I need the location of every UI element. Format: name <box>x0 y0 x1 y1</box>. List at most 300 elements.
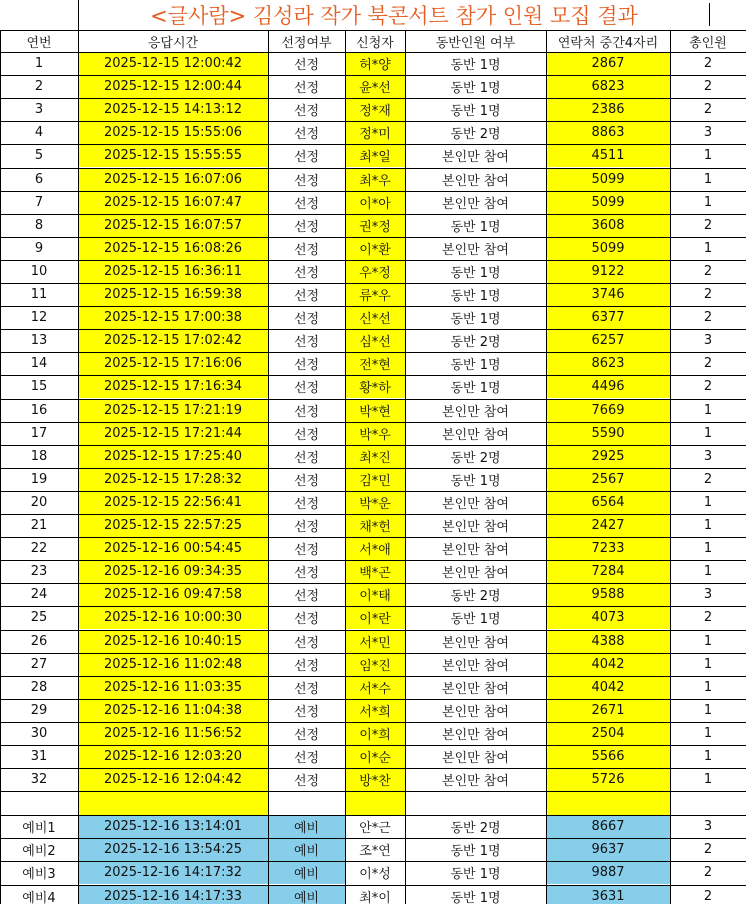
grid-row-line <box>0 445 746 446</box>
cell-serial[interactable]: 8 <box>34 217 44 233</box>
cell-serial[interactable]: 9 <box>34 240 44 256</box>
grid-row-line <box>0 375 746 376</box>
cell-serial[interactable]: 15 <box>30 379 48 395</box>
cell-applicant[interactable]: 박*현 <box>345 399 405 422</box>
cell-selection[interactable]: 선정 <box>293 358 320 374</box>
cell-phone-middle[interactable]: 4496 <box>546 375 670 398</box>
cell-applicant[interactable]: 이*순 <box>345 745 405 768</box>
header-serial[interactable]: 연번 <box>26 35 52 51</box>
cell-companion[interactable]: 동반 1명 <box>450 289 501 305</box>
cell-applicant[interactable]: 김*민 <box>345 468 405 491</box>
cell-applicant[interactable]: 류*우 <box>345 283 405 306</box>
cell-applicant[interactable]: 방*찬 <box>345 768 405 791</box>
cell-selection[interactable]: 선정 <box>293 289 320 305</box>
cell-applicant[interactable]: 서*민 <box>345 630 405 653</box>
cell-companion[interactable]: 본인만 참여 <box>442 543 509 559</box>
cell-serial[interactable]: 11 <box>30 287 48 303</box>
cell-response-time[interactable]: 2025-12-15 16:08:26 <box>78 237 268 260</box>
cell-response-time[interactable]: 2025-12-16 09:34:35 <box>78 560 268 583</box>
cell-applicant[interactable]: 이*태 <box>345 583 405 606</box>
cell-companion[interactable]: 본인만 참여 <box>442 681 509 697</box>
cell-companion[interactable]: 동반 1명 <box>450 612 501 628</box>
header-total[interactable]: 총인원 <box>689 35 727 51</box>
cell-serial[interactable]: 10 <box>30 263 48 279</box>
reserve-cell-phone-middle[interactable]: 9637 <box>546 838 670 861</box>
reserve-cell-companion[interactable]: 동반 1명 <box>450 844 501 860</box>
cell-applicant[interactable]: 임*진 <box>345 653 405 676</box>
cell-applicant[interactable]: 최*진 <box>345 445 405 468</box>
cell-serial[interactable]: 6 <box>34 171 44 187</box>
cell-response-time[interactable]: 2025-12-16 12:03:20 <box>78 745 268 768</box>
cell-serial[interactable]: 18 <box>30 448 48 464</box>
cell-applicant[interactable]: 이*환 <box>345 237 405 260</box>
cell-companion[interactable]: 동반 1명 <box>450 381 501 397</box>
cell-selection[interactable]: 선정 <box>293 127 320 143</box>
cell-total[interactable]: 2 <box>703 471 713 487</box>
cell-companion[interactable]: 동반 2명 <box>450 335 501 351</box>
cell-total[interactable]: 2 <box>703 102 713 118</box>
cell-applicant[interactable]: 최*일 <box>345 144 405 167</box>
cell-total[interactable]: 1 <box>703 402 713 418</box>
grid-row-line <box>0 699 746 700</box>
cell-companion[interactable]: 본인만 참여 <box>442 520 509 536</box>
cell-response-time[interactable]: 2025-12-16 11:56:52 <box>78 722 268 745</box>
cell-total[interactable]: 1 <box>703 725 713 741</box>
cell-companion[interactable]: 본인만 참여 <box>442 427 509 443</box>
reserve-cell-total[interactable]: 3 <box>703 819 713 835</box>
cell-selection[interactable]: 선정 <box>293 543 320 559</box>
cell-serial[interactable]: 26 <box>30 633 48 649</box>
grid-col-line <box>345 30 346 904</box>
cell-selection[interactable]: 선정 <box>293 727 320 743</box>
cell-total[interactable]: 2 <box>703 310 713 326</box>
grid-row-line <box>0 745 746 746</box>
cell-applicant[interactable]: 서*희 <box>345 699 405 722</box>
cell-serial[interactable]: 29 <box>30 702 48 718</box>
cell-selection[interactable]: 선정 <box>293 589 320 605</box>
grid-row-line <box>0 491 746 492</box>
cell-selection[interactable]: 선정 <box>293 312 320 328</box>
cell-phone-middle[interactable]: 7669 <box>546 399 670 422</box>
reserve-cell-applicant[interactable]: 조*연 <box>359 844 391 860</box>
cell-total[interactable]: 3 <box>703 448 713 464</box>
cell-applicant[interactable]: 우*정 <box>345 260 405 283</box>
cell-response-time[interactable]: 2025-12-15 17:16:34 <box>78 375 268 398</box>
grid-row-line <box>0 514 746 515</box>
cell-serial[interactable]: 30 <box>30 725 48 741</box>
cell-response-time[interactable]: 2025-12-16 09:47:58 <box>78 583 268 606</box>
cell-response-time[interactable]: 2025-12-15 22:57:25 <box>78 514 268 537</box>
cell-response-time[interactable]: 2025-12-16 10:00:30 <box>78 606 268 629</box>
cell-companion[interactable]: 동반 1명 <box>450 358 501 374</box>
cell-companion[interactable]: 본인만 참여 <box>442 150 509 166</box>
cell-companion[interactable]: 동반 2명 <box>450 589 501 605</box>
cell-serial[interactable]: 20 <box>30 494 48 510</box>
grid-row-line <box>0 283 746 284</box>
cell-total[interactable]: 1 <box>703 564 713 580</box>
cell-selection[interactable]: 선정 <box>293 265 320 281</box>
cell-response-time[interactable]: 2025-12-15 16:59:38 <box>78 283 268 306</box>
cell-selection[interactable]: 선정 <box>293 450 320 466</box>
cell-companion[interactable]: 본인만 참여 <box>442 635 509 651</box>
grid-row-line <box>0 676 746 677</box>
cell-total[interactable]: 2 <box>703 56 713 72</box>
cell-companion[interactable]: 동반 1명 <box>450 219 501 235</box>
cell-total[interactable]: 1 <box>703 772 713 788</box>
reserve-cell-companion[interactable]: 동반 1명 <box>450 867 501 883</box>
cell-phone-middle[interactable]: 3608 <box>546 214 670 237</box>
cell-total[interactable]: 1 <box>703 494 713 510</box>
cell-total[interactable]: 2 <box>703 79 713 95</box>
cell-response-time[interactable]: 2025-12-15 16:07:47 <box>78 191 268 214</box>
reserve-cell-total[interactable]: 2 <box>703 888 713 904</box>
cell-response-time[interactable]: 2025-12-15 17:21:19 <box>78 399 268 422</box>
cell-selection[interactable]: 선정 <box>293 58 320 74</box>
cell-phone-middle[interactable]: 6257 <box>546 329 670 352</box>
cell-serial[interactable]: 27 <box>30 656 48 672</box>
cell-total[interactable]: 1 <box>703 194 713 210</box>
cell-response-time[interactable]: 2025-12-16 11:04:38 <box>78 699 268 722</box>
cell-selection[interactable]: 선정 <box>293 219 320 235</box>
cell-companion[interactable]: 동반 1명 <box>450 473 501 489</box>
grid-row-line <box>0 537 746 538</box>
grid-col-line <box>405 30 406 904</box>
cell-companion[interactable]: 본인만 참여 <box>442 658 509 674</box>
grid-row-line <box>0 722 746 723</box>
grid-row-line <box>0 168 746 169</box>
cell-companion[interactable]: 동반 1명 <box>450 81 501 97</box>
cell-response-time[interactable]: 2025-12-15 16:36:11 <box>78 260 268 283</box>
reserve-cell-phone-middle[interactable]: 3631 <box>546 885 670 904</box>
cell-phone-middle[interactable]: 4388 <box>546 630 670 653</box>
cell-total[interactable]: 2 <box>703 356 713 372</box>
cell-selection[interactable]: 선정 <box>293 473 320 489</box>
cell-serial[interactable]: 25 <box>30 610 48 626</box>
cell-selection[interactable]: 선정 <box>293 681 320 697</box>
cell-total[interactable]: 2 <box>703 217 713 233</box>
cell-applicant[interactable]: 채*헌 <box>345 514 405 537</box>
cell-serial[interactable]: 21 <box>30 518 48 534</box>
cell-total[interactable]: 1 <box>703 171 713 187</box>
cell-total[interactable]: 1 <box>703 656 713 672</box>
cell-selection[interactable]: 선정 <box>293 751 320 767</box>
cell-response-time[interactable]: 2025-12-15 17:28:32 <box>78 468 268 491</box>
cell-applicant[interactable]: 박*운 <box>345 491 405 514</box>
cell-total[interactable]: 2 <box>703 287 713 303</box>
cell-response-time[interactable]: 2025-12-15 14:13:12 <box>78 98 268 121</box>
cell-phone-middle[interactable]: 9588 <box>546 583 670 606</box>
cell-phone-middle[interactable]: 4511 <box>546 144 670 167</box>
grid-row-line <box>0 214 746 215</box>
grid-row-line <box>0 121 746 122</box>
cell-companion[interactable]: 본인만 참여 <box>442 566 509 582</box>
grid-row-line <box>0 98 746 99</box>
cell-empty-applicant[interactable] <box>345 791 405 815</box>
cell-phone-middle[interactable]: 4073 <box>546 606 670 629</box>
cell-response-time[interactable]: 2025-12-15 15:55:55 <box>78 144 268 167</box>
cell-selection[interactable]: 선정 <box>293 427 320 443</box>
cell-serial[interactable]: 16 <box>30 402 48 418</box>
grid-col-line <box>670 30 671 904</box>
cell-serial[interactable]: 1 <box>34 56 44 72</box>
grid-row-line <box>0 260 746 261</box>
cell-companion[interactable]: 동반 1명 <box>450 265 501 281</box>
cell-selection[interactable]: 선정 <box>293 150 320 166</box>
reserve-cell-applicant[interactable]: 안*근 <box>359 821 391 837</box>
grid-row-line <box>0 815 746 816</box>
cell-selection[interactable]: 선정 <box>293 635 320 651</box>
cell-phone-middle[interactable]: 2925 <box>546 445 670 468</box>
reserve-cell-phone-middle[interactable]: 9887 <box>546 861 670 884</box>
cell-response-time[interactable]: 2025-12-16 11:02:48 <box>78 653 268 676</box>
cell-serial[interactable]: 5 <box>34 148 44 164</box>
sheet-title[interactable]: <글사람> 김성라 작가 북콘서트 참가 인원 모집 결과 <box>150 4 638 28</box>
cell-phone-middle[interactable]: 5566 <box>546 745 670 768</box>
grid-row-line <box>0 468 746 469</box>
cell-response-time[interactable]: 2025-12-15 17:02:42 <box>78 329 268 352</box>
cell-companion[interactable]: 동반 1명 <box>450 58 501 74</box>
reserve-cell-serial[interactable]: 예비3 <box>22 867 56 883</box>
cell-serial[interactable]: 31 <box>30 749 48 765</box>
cell-total[interactable]: 3 <box>703 333 713 349</box>
cell-serial[interactable]: 3 <box>34 102 44 118</box>
cell-phone-middle[interactable]: 5726 <box>546 768 670 791</box>
cell-phone-middle[interactable]: 2427 <box>546 514 670 537</box>
cell-total[interactable]: 1 <box>703 425 713 441</box>
cell-phone-middle[interactable]: 2386 <box>546 98 670 121</box>
cell-companion[interactable]: 본인만 참여 <box>442 496 509 512</box>
cell-serial[interactable]: 2 <box>34 79 44 95</box>
cell-response-time[interactable]: 2025-12-15 12:00:44 <box>78 75 268 98</box>
cell-serial[interactable]: 28 <box>30 679 48 695</box>
reserve-cell-response-time[interactable]: 2025-12-16 14:17:32 <box>78 861 268 884</box>
cell-serial[interactable]: 17 <box>30 425 48 441</box>
cell-applicant[interactable]: 서*수 <box>345 676 405 699</box>
grid-row-line <box>0 30 746 31</box>
cell-companion[interactable]: 동반 1명 <box>450 312 501 328</box>
reserve-cell-response-time[interactable]: 2025-12-16 14:17:33 <box>78 885 268 904</box>
cell-total[interactable]: 3 <box>703 587 713 603</box>
cell-phone-middle[interactable]: 4042 <box>546 676 670 699</box>
cell-response-time[interactable]: 2025-12-15 16:07:06 <box>78 168 268 191</box>
cell-applicant[interactable]: 정*미 <box>345 121 405 144</box>
cell-phone-middle[interactable]: 4042 <box>546 653 670 676</box>
cell-companion[interactable]: 본인만 참여 <box>442 704 509 720</box>
cell-applicant[interactable]: 신*선 <box>345 306 405 329</box>
cell-selection[interactable]: 선정 <box>293 81 320 97</box>
cell-serial[interactable]: 12 <box>30 310 48 326</box>
grid-row-line <box>0 52 746 53</box>
header-selection[interactable]: 선정여부 <box>281 35 332 51</box>
reserve-cell-response-time[interactable]: 2025-12-16 13:54:25 <box>78 838 268 861</box>
cell-companion[interactable]: 본인만 참여 <box>442 404 509 420</box>
grid-row-line <box>0 399 746 400</box>
cell-total[interactable]: 2 <box>703 379 713 395</box>
cell-phone-middle[interactable]: 5099 <box>546 168 670 191</box>
cell-total[interactable]: 1 <box>703 633 713 649</box>
text-cursor <box>709 3 710 26</box>
grid-row-line <box>0 861 746 862</box>
cell-companion[interactable]: 본인만 참여 <box>442 242 509 258</box>
grid-row-line <box>0 885 746 886</box>
reserve-cell-selection[interactable]: 예비 <box>268 885 345 904</box>
grid-col-line <box>546 30 547 904</box>
cell-serial[interactable]: 4 <box>34 125 44 141</box>
reserve-cell-serial[interactable]: 예비2 <box>22 844 56 860</box>
cell-applicant[interactable]: 전*현 <box>345 352 405 375</box>
reserve-cell-selection[interactable]: 예비 <box>268 861 345 884</box>
grid-row-line <box>0 560 746 561</box>
cell-response-time[interactable]: 2025-12-15 12:00:42 <box>78 52 268 75</box>
cell-response-time[interactable]: 2025-12-15 17:00:38 <box>78 306 268 329</box>
cell-applicant[interactable]: 백*곤 <box>345 560 405 583</box>
grid-row-line <box>0 329 746 330</box>
reserve-cell-serial[interactable]: 예비1 <box>22 821 56 837</box>
cell-selection[interactable]: 선정 <box>293 612 320 628</box>
cell-applicant[interactable]: 허*양 <box>345 52 405 75</box>
grid-row-line <box>0 191 746 192</box>
cell-selection[interactable]: 선정 <box>293 658 320 674</box>
cell-serial[interactable]: 23 <box>30 564 48 580</box>
cell-selection[interactable]: 선정 <box>293 496 320 512</box>
cell-response-time[interactable]: 2025-12-15 17:25:40 <box>78 445 268 468</box>
cell-total[interactable]: 1 <box>703 541 713 557</box>
cell-serial[interactable]: 24 <box>30 587 48 603</box>
cell-phone-middle[interactable]: 5099 <box>546 191 670 214</box>
cell-total[interactable]: 1 <box>703 240 713 256</box>
cell-phone-middle[interactable]: 2867 <box>546 52 670 75</box>
cell-serial[interactable]: 22 <box>30 541 48 557</box>
cell-selection[interactable]: 선정 <box>293 173 320 189</box>
cell-total[interactable]: 1 <box>703 749 713 765</box>
reserve-cell-phone-middle[interactable]: 8667 <box>546 815 670 838</box>
cell-response-time[interactable]: 2025-12-16 12:04:42 <box>78 768 268 791</box>
cell-applicant[interactable]: 윤*선 <box>345 75 405 98</box>
reserve-cell-companion[interactable]: 동반 2명 <box>450 821 501 837</box>
header-companion[interactable]: 동반인원 여부 <box>435 35 516 51</box>
cell-phone-middle[interactable]: 7233 <box>546 537 670 560</box>
reserve-cell-total[interactable]: 2 <box>703 865 713 881</box>
cell-companion[interactable]: 본인만 참여 <box>442 173 509 189</box>
grid-row-line <box>0 606 746 607</box>
cell-empty-response-time[interactable] <box>78 791 268 815</box>
cell-response-time[interactable]: 2025-12-16 00:54:45 <box>78 537 268 560</box>
cell-serial[interactable]: 19 <box>30 471 48 487</box>
cell-phone-middle[interactable]: 6564 <box>546 491 670 514</box>
cell-phone-middle[interactable]: 2671 <box>546 699 670 722</box>
cell-applicant[interactable]: 황*하 <box>345 375 405 398</box>
header-response-time[interactable]: 응답시간 <box>147 35 199 51</box>
reserve-cell-applicant[interactable]: 이*성 <box>359 867 391 883</box>
grid-col-line <box>78 0 79 904</box>
cell-phone-middle[interactable]: 2567 <box>546 468 670 491</box>
grid-col-line <box>268 30 269 904</box>
cell-applicant[interactable]: 이*란 <box>345 606 405 629</box>
reserve-cell-total[interactable]: 2 <box>703 842 713 858</box>
grid-row-line <box>0 144 746 145</box>
cell-serial[interactable]: 32 <box>30 772 48 788</box>
cell-serial[interactable]: 7 <box>34 194 44 210</box>
cell-applicant[interactable]: 권*정 <box>345 214 405 237</box>
cell-serial[interactable]: 14 <box>30 356 48 372</box>
cell-serial[interactable]: 13 <box>30 333 48 349</box>
cell-applicant[interactable]: 이*아 <box>345 191 405 214</box>
header-phone-middle[interactable]: 연락처 중간4자리 <box>557 35 659 51</box>
cell-phone-middle[interactable]: 8863 <box>546 121 670 144</box>
cell-companion[interactable]: 본인만 참여 <box>442 751 509 767</box>
cell-companion[interactable]: 동반 1명 <box>450 104 501 120</box>
reserve-cell-serial[interactable]: 예비4 <box>22 890 56 904</box>
cell-applicant[interactable]: 서*애 <box>345 537 405 560</box>
cell-selection[interactable]: 선정 <box>293 104 320 120</box>
cell-phone-middle[interactable]: 6823 <box>546 75 670 98</box>
grid-row-line <box>0 75 746 76</box>
cell-total[interactable]: 1 <box>703 679 713 695</box>
grid-row-line <box>0 237 746 238</box>
header-applicant[interactable]: 신청자 <box>356 35 394 51</box>
cell-total[interactable]: 3 <box>703 125 713 141</box>
cell-applicant[interactable]: 정*재 <box>345 98 405 121</box>
reserve-cell-applicant[interactable]: 최*이 <box>359 890 391 904</box>
cell-phone-middle[interactable]: 8623 <box>546 352 670 375</box>
cell-total[interactable]: 1 <box>703 148 713 164</box>
cell-response-time[interactable]: 2025-12-15 17:16:06 <box>78 352 268 375</box>
cell-total[interactable]: 2 <box>703 263 713 279</box>
cell-total[interactable]: 1 <box>703 518 713 534</box>
cell-phone-middle[interactable]: 9122 <box>546 260 670 283</box>
cell-companion[interactable]: 동반 2명 <box>450 450 501 466</box>
cell-response-time[interactable]: 2025-12-15 17:21:44 <box>78 422 268 445</box>
cell-phone-middle[interactable]: 3746 <box>546 283 670 306</box>
cell-response-time[interactable]: 2025-12-15 15:55:06 <box>78 121 268 144</box>
cell-applicant[interactable]: 최*우 <box>345 168 405 191</box>
cell-applicant[interactable]: 이*희 <box>345 722 405 745</box>
grid-row-line <box>0 352 746 353</box>
cell-response-time[interactable]: 2025-12-16 10:40:15 <box>78 630 268 653</box>
cell-phone-middle[interactable]: 2504 <box>546 722 670 745</box>
cell-phone-middle[interactable]: 5099 <box>546 237 670 260</box>
cell-selection[interactable]: 선정 <box>293 196 320 212</box>
reserve-cell-selection[interactable]: 예비 <box>268 815 345 838</box>
cell-applicant[interactable]: 박*우 <box>345 422 405 445</box>
cell-phone-middle[interactable]: 6377 <box>546 306 670 329</box>
cell-response-time[interactable]: 2025-12-15 22:56:41 <box>78 491 268 514</box>
cell-selection[interactable]: 선정 <box>293 704 320 720</box>
cell-response-time[interactable]: 2025-12-16 11:03:35 <box>78 676 268 699</box>
cell-selection[interactable]: 선정 <box>293 404 320 420</box>
cell-response-time[interactable]: 2025-12-15 16:07:57 <box>78 214 268 237</box>
reserve-cell-response-time[interactable]: 2025-12-16 13:14:01 <box>78 815 268 838</box>
cell-applicant[interactable]: 심*선 <box>345 329 405 352</box>
cell-total[interactable]: 1 <box>703 702 713 718</box>
reserve-cell-companion[interactable]: 동반 1명 <box>450 890 501 904</box>
cell-selection[interactable]: 선정 <box>293 381 320 397</box>
cell-selection[interactable]: 선정 <box>293 520 320 536</box>
cell-selection[interactable]: 선정 <box>293 566 320 582</box>
cell-total[interactable]: 2 <box>703 610 713 626</box>
reserve-cell-selection[interactable]: 예비 <box>268 838 345 861</box>
cell-selection[interactable]: 선정 <box>293 242 320 258</box>
cell-selection[interactable]: 선정 <box>293 774 320 790</box>
cell-companion[interactable]: 본인만 참여 <box>442 774 509 790</box>
cell-empty-phone-middle[interactable] <box>546 791 670 815</box>
cell-companion[interactable]: 동반 2명 <box>450 127 501 143</box>
cell-companion[interactable]: 본인만 참여 <box>442 727 509 743</box>
cell-selection[interactable]: 선정 <box>293 335 320 351</box>
cell-phone-middle[interactable]: 5590 <box>546 422 670 445</box>
cell-phone-middle[interactable]: 7284 <box>546 560 670 583</box>
cell-companion[interactable]: 본인만 참여 <box>442 196 509 212</box>
